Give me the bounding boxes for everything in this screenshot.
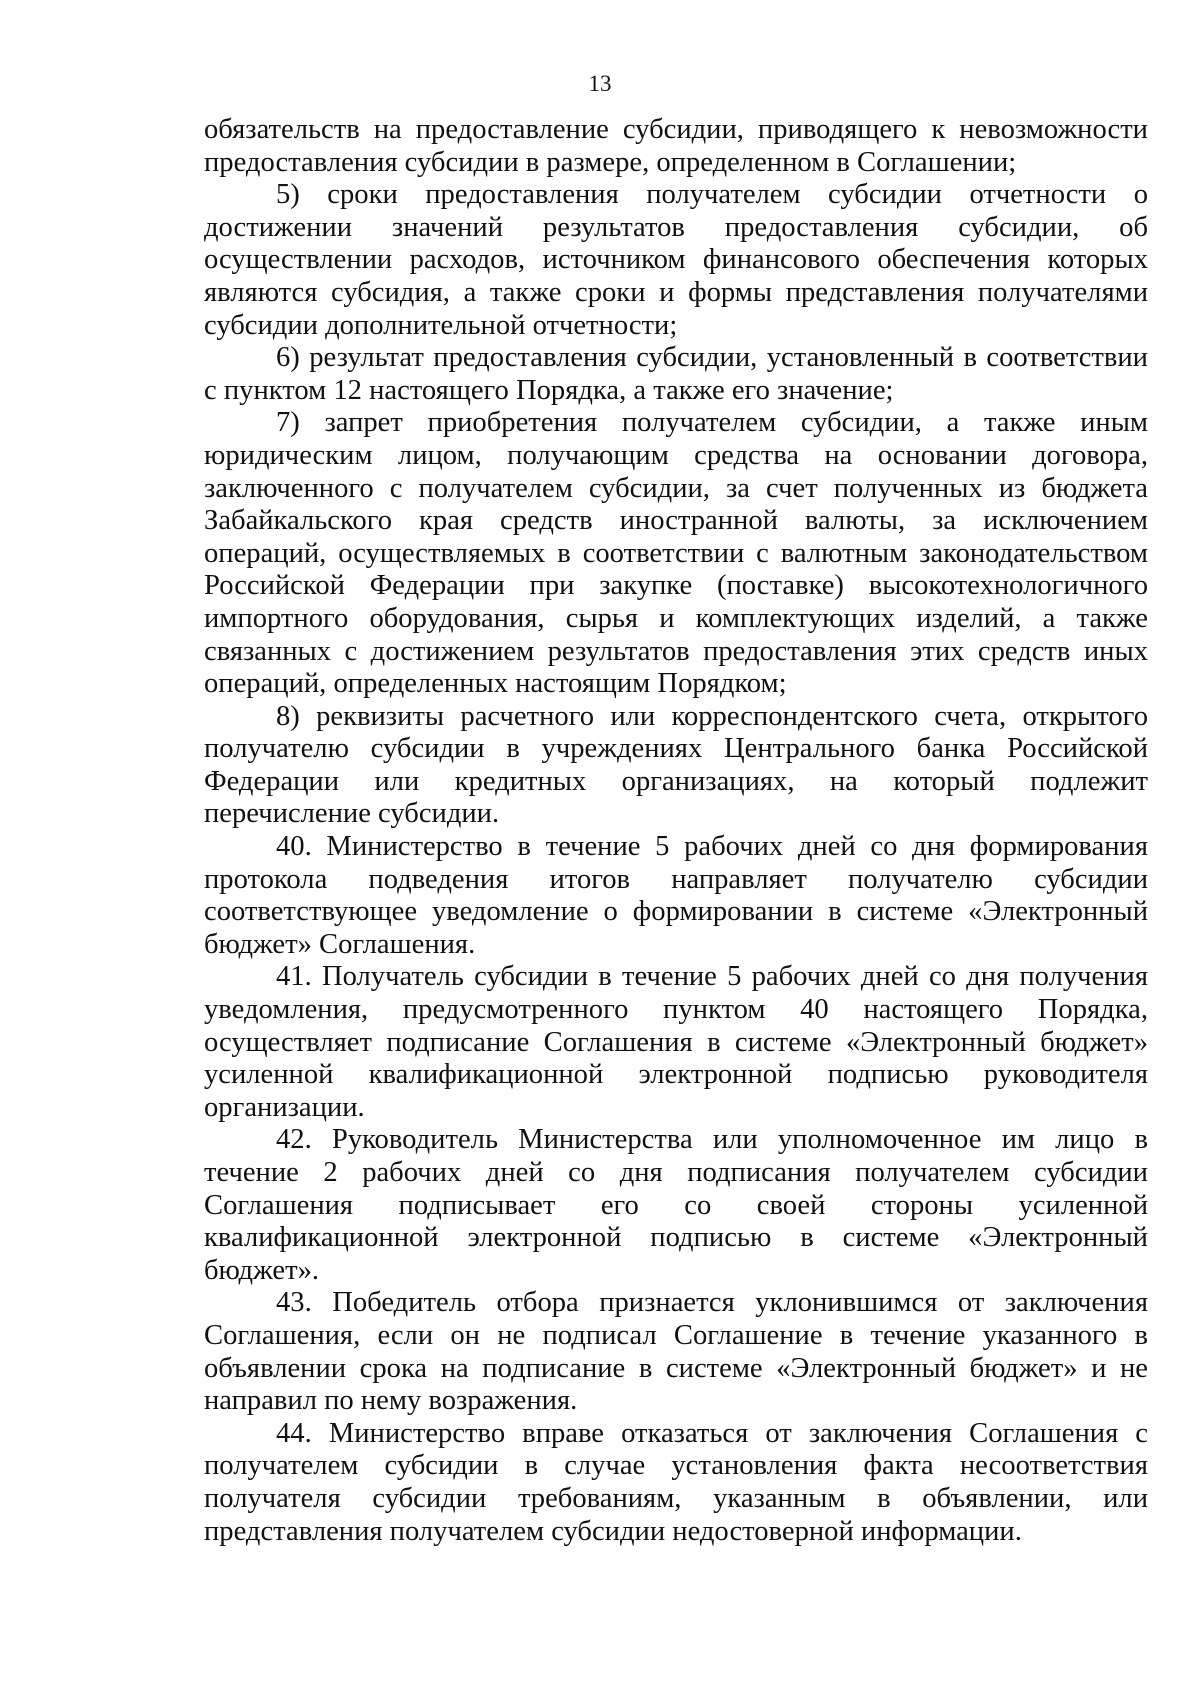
paragraph-clause-43: 43. Победитель отбора признается уклонившимся от заключения Соглашения, если он не подписал Соглашение в течение указанного в объявлении срока на подписание в системе «Электронный бюджет» и не направил по нему возражения. <box>204 1287 1148 1417</box>
paragraph-continuation: обязательств на предоставление субсидии, приводящего к невозможности предоставления субсидии в размере, определенном в Соглашении; <box>204 114 1148 178</box>
document-body <box>204 114 1148 1548</box>
paragraph-item-6: 6) результат предоставления субсидии, установленный в соответствии с пунктом 12 настоящего Порядка, а также его значение; <box>204 342 1148 406</box>
paragraph-item-7: 7) запрет приобретения получателем субсидии, а также иным юридическим лицом, получающим средства на основании договора, заключенного с получателем субсидии, за счет полученных из бюджета Забайкальского края средств иностранной валюты, за исключением операций, осуществляемых в соответствии с валютным законодательством Российской Федерации при закупке (поставке) высокотехнологичного импортного оборудования, сырья и комплектующих изделий, а также связанных с достижением результатов предоставления этих средств иных операций, определенных настоящим Порядком; <box>204 407 1148 700</box>
paragraph-clause-44: 44. Министерство вправе отказаться от заключения Соглашения с получателем субсидии в случае установления факта несоответствия получателя субсидии требованиям, указанным в объявлении, или представления получателем субсидии недостоверной информации. <box>204 1417 1148 1547</box>
paragraph-clause-42: 42. Руководитель Министерства или уполномоченное им лицо в течение 2 рабочих дней со дня подписания получателем субсидии Соглашения подписывает его со своей стороны усиленной квалификационной электронной подписью в системе «Электронный бюджет». <box>204 1124 1148 1286</box>
page-number: 13 <box>588 71 612 96</box>
paragraph-clause-41: 41. Получатель субсидии в течение 5 рабочих дней со дня получения уведомления, предусмотренного пунктом 40 настоящего Порядка, осуществляет подписание Соглашения в системе «Электронный бюджет» усиленной квалификационной электронной подписью руководителя организации. <box>204 961 1148 1123</box>
paragraph-item-5: 5) сроки предоставления получателем субсидии отчетности о достижении значений результатов предоставления субсидии, об осуществлении расходов, источником финансового обеспечения которых являются субсидия, а также сроки и формы представления получателями субсидии дополнительной отчетности; <box>204 179 1148 341</box>
paragraph-clause-40: 40. Министерство в течение 5 рабочих дней со дня формирования протокола подведения итогов направляет получателю субсидии соответствующее уведомление о формировании в системе «Электронный бюджет» Соглашения. <box>204 831 1148 960</box>
paragraph-item-8: 8) реквизиты расчетного или корреспондентского счета, открытого получателю субсидии в учреждениях Центрального банка Российской Федерации или кредитных организациях, на который подлежит перечисление субсидии. <box>204 700 1148 830</box>
